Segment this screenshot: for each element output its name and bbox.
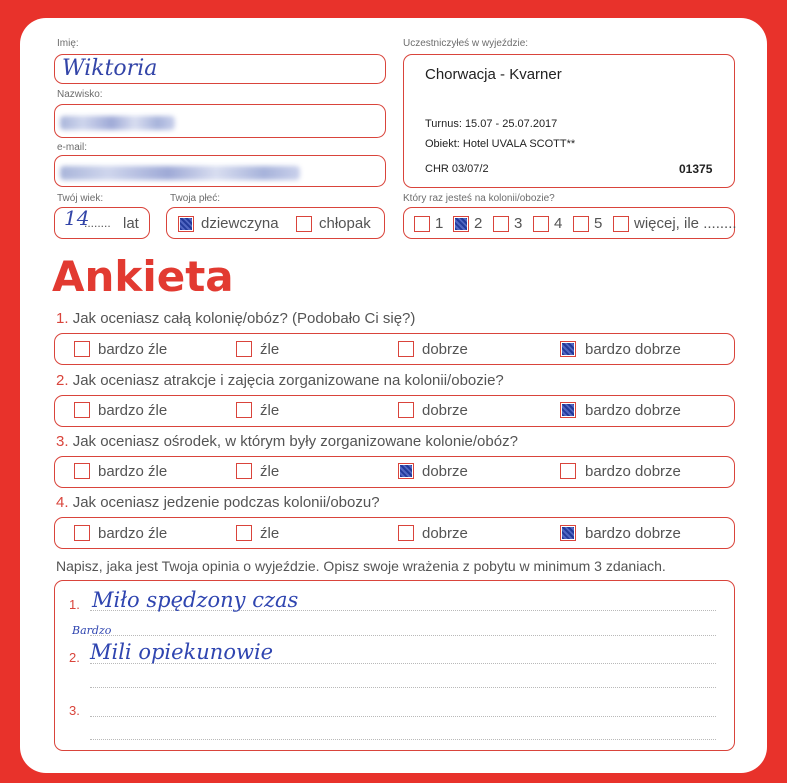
wiek-value: 14 (64, 206, 90, 230)
question-3 (56, 433, 518, 450)
q1-checkbox-bardzo-zle[interactable] (74, 341, 90, 357)
trip-obiekt: Obiekt: Hotel UVALA SCOTT** (425, 138, 576, 150)
nazwisko-redacted (60, 116, 175, 130)
q1-checkbox-zle[interactable] (236, 341, 252, 357)
question-4-text: Jak oceniasz jedzenie podczas kolonii/obozu? (72, 494, 380, 511)
times-checkbox-5[interactable] (573, 216, 589, 232)
times-checkbox-3[interactable] (493, 216, 509, 232)
opinion-line-1-text: Miło spędzony czas (92, 588, 299, 612)
q3-option-zle: źle (260, 463, 280, 480)
email-redacted (60, 166, 300, 180)
trip-turnus: Turnus: 15.07 - 25.07.2017 (425, 118, 558, 130)
q1-checkbox-bardzo-dobrze[interactable] (560, 341, 576, 357)
q3-checkbox-bardzo-dobrze[interactable] (560, 463, 576, 479)
q4-checkbox-zle[interactable] (236, 525, 252, 541)
question-1 (56, 310, 415, 327)
opinion-line-2b (90, 687, 716, 688)
question-3-num: 3. (56, 433, 69, 450)
q3-option-bardzo-dobrze: bardzo dobrze (585, 463, 681, 480)
wiek-dots: ........ (84, 216, 111, 230)
times-checkbox-more[interactable] (613, 216, 629, 232)
times-checkbox-1[interactable] (414, 216, 430, 232)
question-4-num: 4. (56, 494, 69, 511)
question-1-num: 1. (56, 310, 69, 327)
times-option-3: 3 (514, 215, 523, 232)
opinion-prompt: Napisz, jaka jest Twoja opinia o wyjeździe. Opisz swoje wrażenia z pobytu w minimum 3 zdaniach. (56, 558, 666, 574)
opinion-line-3b (90, 739, 716, 740)
opinion-line-2-note: Bardzo (72, 624, 112, 637)
imie-label: Imię: (57, 38, 79, 49)
q2-option-bardzo-zle: bardzo źle (98, 402, 168, 419)
times-option-4: 4 (554, 215, 563, 232)
q4-checkbox-bardzo-zle[interactable] (74, 525, 90, 541)
email-label: e-mail: (57, 142, 88, 153)
q3-option-bardzo-zle: bardzo źle (98, 463, 168, 480)
q2-checkbox-dobrze[interactable] (398, 402, 414, 418)
times-checkbox-2[interactable] (453, 216, 469, 232)
q4-checkbox-bardzo-dobrze[interactable] (560, 525, 576, 541)
q1-option-bardzo-dobrze: bardzo dobrze (585, 341, 681, 358)
question-2-num: 2. (56, 372, 69, 389)
opinion-line-3 (90, 716, 716, 717)
question-1-text: Jak oceniasz całą kolonię/obóz? (Podobało Ci się?) (72, 310, 416, 327)
opinion-line-1-num: 1. (69, 597, 80, 612)
plec-option-dziewczyna: dziewczyna (201, 215, 279, 232)
nazwisko-label: Nazwisko: (57, 89, 103, 100)
trip-number: 01375 (679, 162, 713, 176)
q1-option-bardzo-zle: bardzo źle (98, 341, 168, 358)
q4-option-bardzo-dobrze: bardzo dobrze (585, 525, 681, 542)
q3-checkbox-dobrze[interactable] (398, 463, 414, 479)
wiek-unit: lat (123, 215, 139, 232)
q4-checkbox-dobrze[interactable] (398, 525, 414, 541)
q1-option-zle: źle (260, 341, 280, 358)
q2-checkbox-bardzo-zle[interactable] (74, 402, 90, 418)
question-4 (56, 494, 380, 511)
q1-checkbox-dobrze[interactable] (398, 341, 414, 357)
plec-checkbox-dziewczyna[interactable] (178, 216, 194, 232)
q4-option-bardzo-zle: bardzo źle (98, 525, 168, 542)
q3-option-dobrze: dobrze (422, 463, 468, 480)
q4-option-zle: źle (260, 525, 280, 542)
opinion-line-1b (90, 635, 716, 636)
times-option-5: 5 (594, 215, 603, 232)
trip-label: Uczestniczyłeś w wyjeździe: (403, 38, 529, 49)
q2-option-zle: źle (260, 402, 280, 419)
plec-label: Twoja płeć: (170, 193, 221, 204)
opinion-line-2-num: 2. (69, 650, 80, 665)
q2-option-bardzo-dobrze: bardzo dobrze (585, 402, 681, 419)
times-label: Który raz jesteś na kolonii/obozie? (403, 193, 555, 204)
q3-checkbox-bardzo-zle[interactable] (74, 463, 90, 479)
q4-option-dobrze: dobrze (422, 525, 468, 542)
q2-checkbox-zle[interactable] (236, 402, 252, 418)
trip-code: CHR 03/07/2 (425, 163, 489, 175)
imie-value: Wiktoria (62, 56, 158, 81)
question-2-text: Jak oceniasz atrakcje i zajęcia zorganizowane na kolonii/obozie? (72, 372, 504, 389)
plec-option-chlopak: chłopak (319, 215, 371, 232)
survey-title: Ankieta (52, 252, 234, 301)
times-option-more: więcej, ile ........ (634, 215, 737, 232)
q3-checkbox-zle[interactable] (236, 463, 252, 479)
question-2 (56, 372, 504, 389)
plec-checkbox-chlopak[interactable] (296, 216, 312, 232)
times-option-1: 1 (435, 215, 444, 232)
q1-option-dobrze: dobrze (422, 341, 468, 358)
trip-destination: Chorwacja - Kvarner (425, 66, 562, 83)
question-3-text: Jak oceniasz ośrodek, w którym były zorganizowane kolonie/obóz? (72, 433, 518, 450)
q2-option-dobrze: dobrze (422, 402, 468, 419)
times-option-2: 2 (474, 215, 483, 232)
opinion-line-3-num: 3. (69, 703, 80, 718)
wiek-label: Twój wiek: (57, 193, 104, 204)
opinion-line-2-text: Mili opiekunowie (90, 640, 274, 664)
times-checkbox-4[interactable] (533, 216, 549, 232)
q2-checkbox-bardzo-dobrze[interactable] (560, 402, 576, 418)
